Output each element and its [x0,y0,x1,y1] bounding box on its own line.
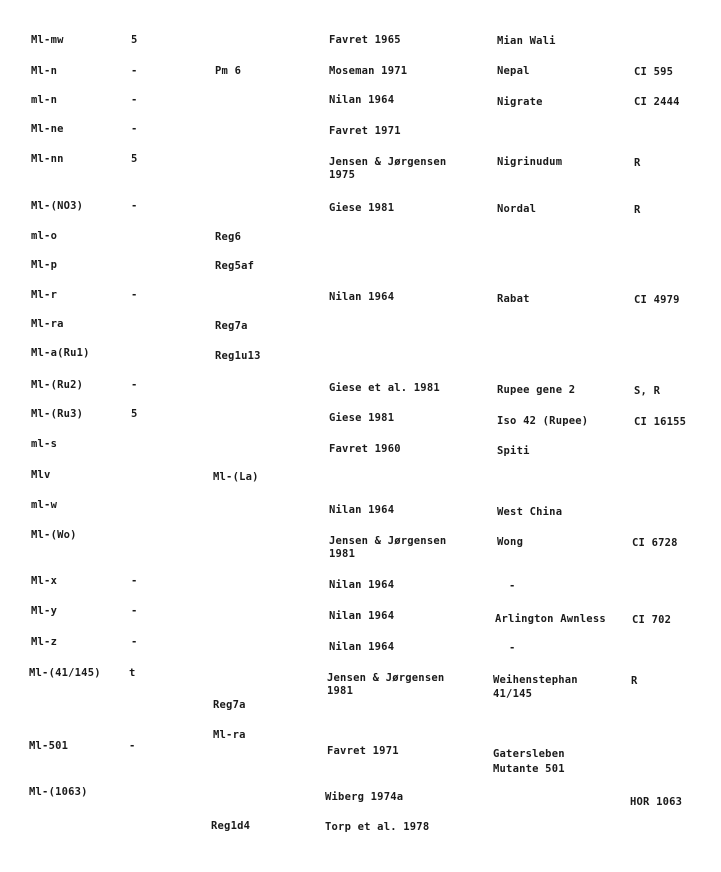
synonym: Reg5af [215,260,255,272]
accession: CI 16155 [634,416,687,428]
gene-name: Ml-y [31,605,58,617]
reference: Nilan 1964 [329,579,395,591]
chromosome-value: - [131,200,138,212]
gene-name: Ml-(Ru2) [31,379,84,391]
accession: R [634,157,641,169]
gene-name: Ml-p [31,259,58,271]
source-cultivar: Weihenstephan [493,674,578,686]
gene-name: Ml-r [31,289,58,301]
source-cultivar-line2: 41/145 [493,688,533,700]
reference: Nilan 1964 [329,504,395,516]
gene-name: Ml-ne [31,123,64,135]
reference: Nilan 1964 [329,641,395,653]
source-cultivar: Wong [497,536,524,548]
chromosome-value: - [131,94,138,106]
gene-name: Ml-(Wo) [31,529,77,541]
reference: Jensen & Jørgensen [327,672,445,684]
gene-name: Ml-(1063) [29,786,88,798]
gene-name: Ml-ra [31,318,64,330]
gene-name: Ml-mw [31,34,64,46]
gene-name: Ml-(41/145) [29,667,101,679]
reference: Wiberg 1974a [325,791,404,803]
gene-name: Ml-nn [31,153,64,165]
reference: Giese et al. 1981 [329,382,440,394]
reference: Giese 1981 [329,412,395,424]
gene-name: Ml-a(Ru1) [31,347,90,359]
reference: Jensen & Jørgensen [329,156,447,168]
chromosome-value: - [131,123,138,135]
chromosome-value: - [131,636,138,648]
synonym: Reg7a [215,320,248,332]
reference: Nilan 1964 [329,94,395,106]
synonym: Ml-ra [213,729,246,741]
source-cultivar: Nepal [497,65,530,77]
reference-year: 1975 [329,169,356,181]
accession: CI 6728 [632,537,678,549]
gene-name: Ml-x [31,575,58,587]
source-cultivar: Gatersleben [493,748,565,760]
accession: HOR 1063 [630,796,683,808]
accession: CI 2444 [634,96,680,108]
source-cultivar: West China [497,506,563,518]
chromosome-value: 5 [131,408,138,420]
synonym: Pm 6 [215,65,242,77]
reference: Favret 1971 [327,745,399,757]
source-cultivar: Mian Wali [497,35,556,47]
source-cultivar: Spiti [497,445,530,457]
synonym: Reg6 [215,231,242,243]
gene-name: Ml-n [31,65,58,77]
accession: CI 702 [632,614,672,626]
chromosome-value: 5 [131,153,138,165]
reference-year: 1981 [329,548,356,560]
reference: Nilan 1964 [329,610,395,622]
gene-name: Ml-(Ru3) [31,408,84,420]
reference: Torp et al. 1978 [325,821,430,833]
chromosome-value: - [129,740,136,752]
chromosome-value: - [131,65,138,77]
source-cultivar: - [509,642,516,654]
chromosome-value: 5 [131,34,138,46]
synonym: Reg7a [213,699,246,711]
reference: Favret 1971 [329,125,401,137]
reference: Favret 1965 [329,34,401,46]
accession: S, R [634,385,661,397]
reference: Nilan 1964 [329,291,395,303]
gene-name: ml-w [31,499,58,511]
chromosome-value: t [129,667,136,679]
synonym: Reg1d4 [211,820,251,832]
accession: CI 4979 [634,294,680,306]
gene-name: ml-s [31,438,58,450]
source-cultivar: Rupee gene 2 [497,384,576,396]
reference: Favret 1960 [329,443,401,455]
reference: Moseman 1971 [329,65,408,77]
source-cultivar: Iso 42 (Rupee) [497,415,589,427]
reference-year: 1981 [327,685,354,697]
accession: R [634,204,641,216]
source-cultivar: Arlington Awnless [495,613,606,625]
source-cultivar: Nigrate [497,96,543,108]
source-cultivar: Nordal [497,203,537,215]
source-cultivar-line2: Mutante 501 [493,763,565,775]
synonym: Ml-(La) [213,471,259,483]
reference: Jensen & Jørgensen [329,535,447,547]
chromosome-value: - [131,575,138,587]
source-cultivar: Nigrinudum [497,156,563,168]
gene-name: Ml-(NO3) [31,200,84,212]
reference: Giese 1981 [329,202,395,214]
chromosome-value: - [131,379,138,391]
gene-name: Ml-z [31,636,58,648]
accession: CI 595 [634,66,674,78]
source-cultivar: - [509,580,516,592]
accession: R [631,675,638,687]
source-cultivar: Rabat [497,293,530,305]
synonym: Reg1u13 [215,350,261,362]
chromosome-value: - [131,605,138,617]
gene-name: Ml-501 [29,740,69,752]
gene-name: ml-n [31,94,58,106]
chromosome-value: - [131,289,138,301]
gene-name: Mlv [31,469,51,481]
gene-name: ml-o [31,230,58,242]
